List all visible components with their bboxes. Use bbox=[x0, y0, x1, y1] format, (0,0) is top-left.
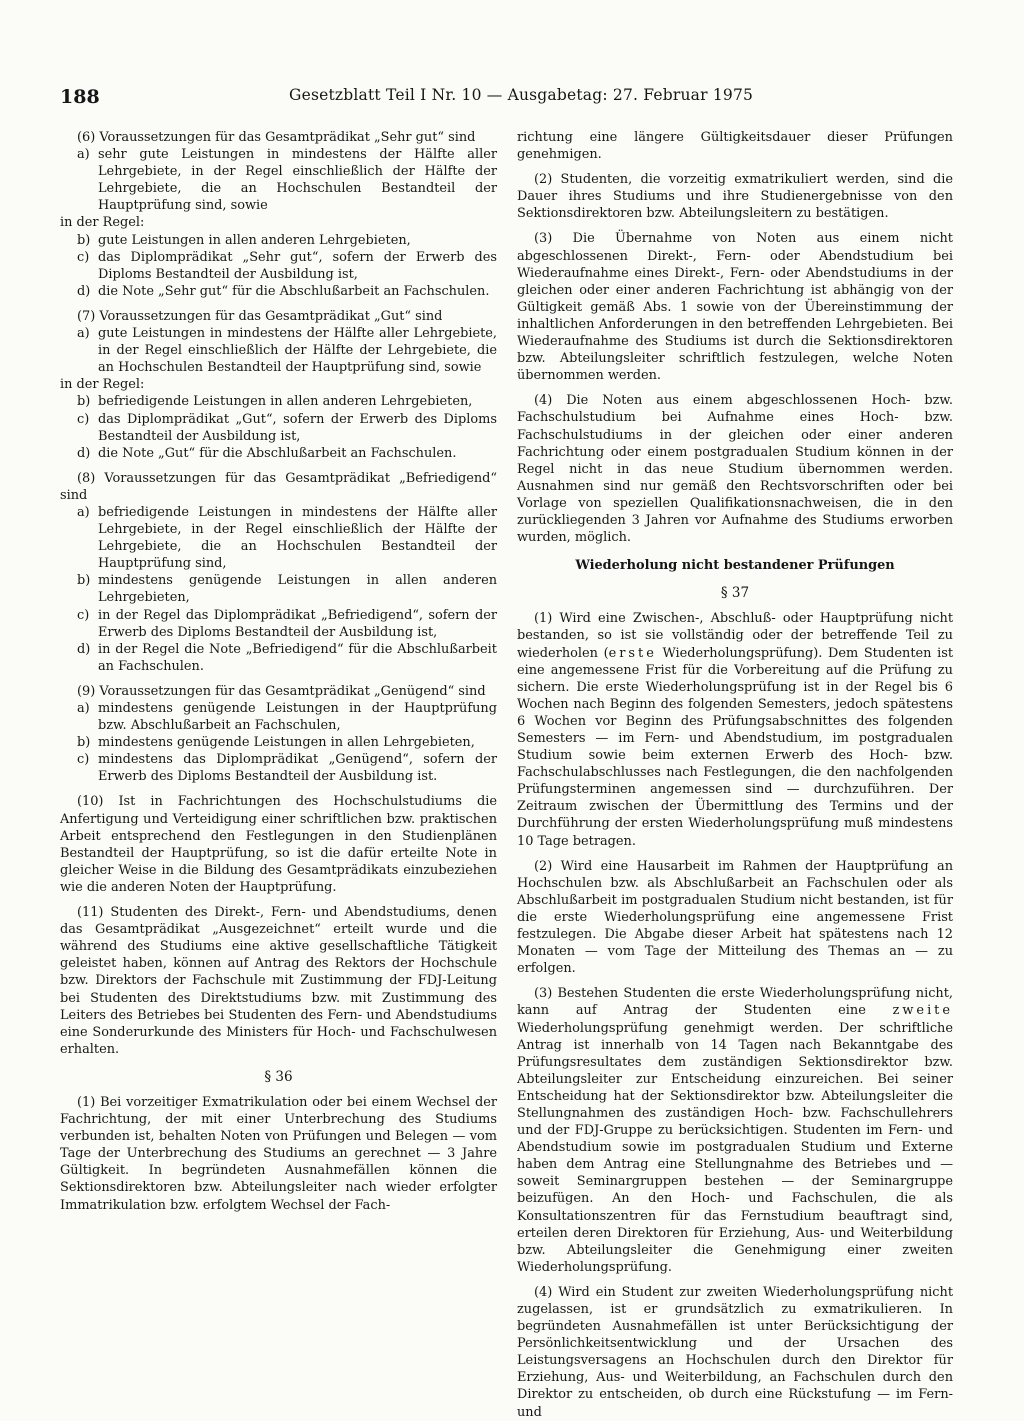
item-label: b) bbox=[77, 573, 91, 589]
list-item bbox=[77, 751, 497, 785]
list-item bbox=[77, 734, 497, 751]
item-label: c) bbox=[77, 607, 90, 623]
paragraph-6-intro: (6) Voraussetzungen für das Gesamtprädikat „Sehr gut“ sind bbox=[77, 130, 476, 145]
section-37-title: § 37 bbox=[720, 585, 750, 602]
emphasis-spaced: zweite bbox=[892, 1003, 953, 1019]
paragraph-10: (10) Ist in Fachrichtungen des Hochschulstudiums die Anfertigung und Verteidigung einer schriftlichen bzw. praktischen Arbeit entsprechend den Festlegungen in den Studienplänen Bestandteil der Hauptprüfung, so ist die dafür erteilte Note in gleicher Weise in die Bildung des Gesamtprädikats einzubeziehen wie die anderen Noten der Hauptprüfung. bbox=[60, 794, 497, 895]
item-text: befriedigende Leistungen in mindestens der Hälfte aller Lehrgebiete, in der Regel einschließlich der Hälfte der Lehrgebiete, die an Hochschulen Bestandteil der Hauptprüfung sind, bbox=[98, 504, 497, 572]
section-37-paragraph-4: (4) Wird ein Student zur zweiten Wiederholungsprüfung nicht zugelassen, ist er grundsätzlich zu exmatrikulieren. In begründeten Ausnahmefällen ist unter Berücksichtigung der Persönlichkeitsentwicklung und der Ursachen des Leistungsversagens an Hochschulen durch den Direktor für Erziehung, Aus- und Weiterbildung, an Fachschulen durch den Direktor zu entscheiden, ob durch eine Rückstufung — im Fern- und bbox=[517, 1284, 953, 1420]
section-37-paragraph-3 bbox=[517, 985, 953, 1276]
item-label: a) bbox=[77, 147, 90, 163]
list-item bbox=[77, 572, 497, 606]
item-label: b) bbox=[77, 735, 91, 751]
section-37-paragraph-2: (2) Wird eine Hausarbeit im Rahmen der Hauptprüfung an Hochschulen bzw. als Abschlußarbeit an Fachschulen oder als Abschlußarbeit im postgradualen Studium nicht bestanden, ist für die erste Wiederholungsprüfung eine angemessene Frist festzulegen. Die Abgabe dieser Arbeit hat spätestens nach 12 Monaten — vom Tage der Mitteilung des Themas an — zu erfolgen. bbox=[517, 858, 953, 977]
item-text: befriedigende Leistungen in allen anderen Lehrgebieten, bbox=[98, 394, 473, 410]
item-text: in der Regel die Note „Befriedigend“ für die Abschlußarbeit an Fachschulen. bbox=[98, 641, 497, 674]
item-label: d) bbox=[77, 445, 91, 461]
right-column bbox=[517, 129, 953, 1421]
section-heading: Wiederholung nicht bestandener Prüfungen bbox=[575, 558, 895, 574]
list-item bbox=[77, 232, 497, 249]
item-text: die Note „Gut“ für die Abschlußarbeit an Fachschulen. bbox=[98, 445, 457, 461]
section-36-paragraph-4: (4) Die Noten aus einem abgeschlossenen Hoch- bzw. Fachschulstudium bei Aufnahme eines Hoch- bzw. Fachschulstudiums in der gleichen oder einer anderen Fachrichtung oder einem postgradualen Studium können in der Regel nicht in das neue Studium übernommen werden. Ausnahmen sind nur gemäß den Rechtsvorschriften oder bei Vorlage von speziellen Qualifikationsnachweisen, die in den zurückliegenden 3 Jahren vor Aufnahme des Studiums erworben wurden, möglich. bbox=[517, 393, 953, 546]
list-item bbox=[77, 607, 497, 641]
left-column bbox=[60, 129, 497, 1214]
item-text: das Diplomprädikat „Gut“, sofern der Erwerb des Diploms Bestandteil der Ausbildung ist, bbox=[98, 411, 497, 444]
text-run: Wiederholungsprüfung). Dem Studenten ist eine angemessene Frist für die Vorbereitung auf die Prüfung zu sichern. Die erste Wiederholungsprüfung ist in der Regel bis 6 Wochen nach Beginn des folgenden Semesters, jedoch spätestens 6 Wochen vor Beginn des Prüfungsabschnittes des folgenden Semesters — im Fern- und Abendstudium, im postgradualen Studium sowie beim externen Erwerb des Hoch- bzw. Fachschulabschlusses nach Festlegungen, die den nachfolgenden Prüfungsterminen angemessen sind — durchzuführen. Der Zeitraum zwischen der Übermittlung des Termins und der Durchführung der ersten Wiederholungsprüfung muß mindestens 10 Tage betragen. bbox=[517, 645, 953, 849]
item-text: in der Regel das Diplomprädikat „Befriedigend“, sofern der Erwerb des Diploms Bestandteil der Ausbildung ist, bbox=[98, 607, 497, 640]
item-text: die Note „Sehr gut“ für die Abschlußarbeit an Fachschulen. bbox=[98, 283, 490, 299]
list-item bbox=[77, 445, 497, 462]
text-run: Wiederholungsprüfung genehmigt werden. Der schriftliche Antrag ist innerhalb von 14 Tagen nach Bekanntgabe des Prüfungsresultates dem zuständigen Sektionsdirektor bzw. Abteilungsleiter zur Entscheidung einzureichen. Bei seiner Entscheidung hat der Sektionsdirektor bzw. Abteilungsleiter die Stellungnahmen des zuständigen Hoch- bzw. Fachschullehrers und der FDJ-Gruppe zu berücksichtigen. Studenten im Fern- und Abendstudium sowie im postgradualen Studium und Externe haben dem Antrag eine Stellungnahme des Betriebes und — soweit Seminargruppen bestehen — der Seminargruppe beizufügen. An den Hoch- und Fachschulen, die als Konsultationszentren für das Fernstudium beauftragt sind, erteilen deren Direktoren für Erziehung, Aus- und Weiterbildung bzw. Abteilungsleiter die Genehmigung einer zweiten Wiederholungsprüfung. bbox=[517, 1020, 953, 1275]
text-run: (3) Bestehen Studenten die erste Wiederholungsprüfung nicht, kann auf Antrag der Studenten eine bbox=[517, 986, 953, 1019]
text-run: (1) Wird eine Zwischen-, Abschluß- oder Hauptprüfung nicht bestanden, so ist sie vollständig oder der betreffende Teil zu wiederholen ( bbox=[517, 611, 953, 661]
item-text: mindestens das Diplomprädikat „Genügend“, sofern der Erwerb des Diploms Bestandteil der Ausbildung ist. bbox=[98, 752, 497, 785]
section-36-paragraph-2: (2) Studenten, die vorzeitig exmatrikuliert werden, sind die Dauer ihres Studiums und ihre Studienergebnisse von den Sektionsdirektoren bzw. Abteilungsleitern zu bestätigen. bbox=[517, 172, 953, 222]
paragraph-9-intro: (9) Voraussetzungen für das Gesamtprädikat „Genügend“ sind bbox=[77, 683, 486, 699]
item-text: mindestens genügende Leistungen in der Hauptprüfung bzw. Abschlußarbeit an Fachschulen, bbox=[98, 701, 497, 734]
section-36-paragraph-1-continued: richtung eine längere Gültigkeitsdauer dieser Prüfungen genehmigen. bbox=[517, 130, 953, 163]
list-item bbox=[77, 641, 497, 675]
in-der-regel-label: in der Regel: bbox=[60, 377, 145, 393]
section-36-paragraph-3: (3) Die Übernahme von Noten aus einem nicht abgeschlossenen Direkt-, Fern- oder Abendstudium bei Wiederaufnahme eines Direkt-, Fern- oder Abendstudiums in der gleichen oder einer anderen Fachrichtung ist abhängig von der Gültigkeit gemäß Abs. 1 sowie von der Übereinstimmung der inhaltlichen Anforderungen in den betreffenden Lehrgebieten. Bei Wiederaufnahme des Studiums ist durch die Sektionsdirektoren bzw. Abteilungsleiter schriftlich festzulegen, welche Noten übernommen werden. bbox=[517, 231, 953, 384]
item-label: d) bbox=[77, 283, 91, 299]
item-text: gute Leistungen in mindestens der Hälfte aller Lehrgebiete, in der Regel einschließlich der Hälfte der Lehrgebiete, die an Hochschulen Bestandteil der Hauptprüfung sind, sowie bbox=[98, 326, 497, 376]
item-text: gute Leistungen in allen anderen Lehrgebieten, bbox=[98, 232, 411, 248]
item-label: c) bbox=[77, 411, 90, 427]
section-36-title: § 36 bbox=[264, 1068, 293, 1085]
item-text: sehr gute Leistungen in mindestens der Hälfte aller Lehrgebiete, in der Regel einschließlich der Hälfte der Lehrgebiete, die an Hochschulen Bestandteil der Hauptprüfung sind, sowie bbox=[98, 147, 497, 214]
section-37-paragraph-1 bbox=[517, 610, 953, 849]
item-label: c) bbox=[77, 249, 90, 265]
item-label: a) bbox=[77, 504, 90, 520]
list-item bbox=[77, 411, 497, 445]
page-number: 188 bbox=[60, 86, 100, 108]
in-der-regel-label: in der Regel: bbox=[60, 215, 145, 231]
list-item bbox=[77, 393, 497, 410]
item-text: mindestens genügende Leistungen in allen Lehrgebieten, bbox=[98, 735, 475, 751]
list-item bbox=[77, 283, 497, 300]
item-text: mindestens genügende Leistungen in allen anderen Lehrgebieten, bbox=[98, 573, 497, 606]
item-label: b) bbox=[77, 232, 91, 248]
list-item bbox=[77, 504, 497, 572]
list-item bbox=[77, 249, 497, 283]
emphasis-spaced: erste bbox=[608, 645, 657, 661]
section-36-paragraph-1: (1) Bei vorzeitiger Exmatrikulation oder bei einem Wechsel der Fachrichtung, der mit einer Unterbrechung des Studiums verbunden ist, behalten Noten von Prüfungen und Belegen — vom Tage der Unterbrechung des Studiums an gerechnet — 3 Jahre Gültigkeit. In begründeten Ausnahmefällen können die Sektionsdirektoren bzw. Abteilungsleiter nach wieder erfolgter Immatrikulation bzw. erfolgtem Wechsel der Fach- bbox=[60, 1094, 497, 1213]
paragraph-7-intro: (7) Voraussetzungen für das Gesamtprädikat „Gut“ sind bbox=[77, 308, 443, 324]
list-item bbox=[77, 325, 497, 376]
paragraph-11: (11) Studenten des Direkt-, Fern- und Abendstudiums, denen das Gesamtprädikat „Ausgezeichnet“ erteilt wurde und die während des Studiums eine aktive gesellschaftliche Tätigkeit geleistet haben, können auf Antrag des Rektors der Hochschule bzw. Direktors der Fachschule mit Zustimmung der FDJ-Leitung bei Studenten des Direktstudiums bzw. mit Zustimmung des Leiters des Betriebes bei Studenten des Fern- und Abendstudiums eine Sonderurkunde des Ministers für Hoch- und Fachschulwesen erhalten. bbox=[60, 905, 497, 1057]
list-item bbox=[77, 700, 497, 734]
item-label: c) bbox=[77, 752, 90, 768]
paragraph-8-intro: (8) Voraussetzungen für das Gesamtprädikat „Befriedigend“ sind bbox=[60, 470, 497, 503]
item-label: b) bbox=[77, 394, 91, 410]
running-head: Gesetzblatt Teil I Nr. 10 — Ausgabetag: 27. Februar 1975 bbox=[289, 86, 754, 104]
item-label: d) bbox=[77, 641, 91, 657]
item-label: a) bbox=[77, 326, 90, 342]
page-header bbox=[60, 86, 954, 112]
item-text: das Diplomprädikat „Sehr gut“, sofern der Erwerb des Diploms Bestandteil der Ausbildung ist, bbox=[98, 249, 497, 282]
list-item bbox=[77, 146, 497, 214]
item-label: a) bbox=[77, 701, 90, 716]
